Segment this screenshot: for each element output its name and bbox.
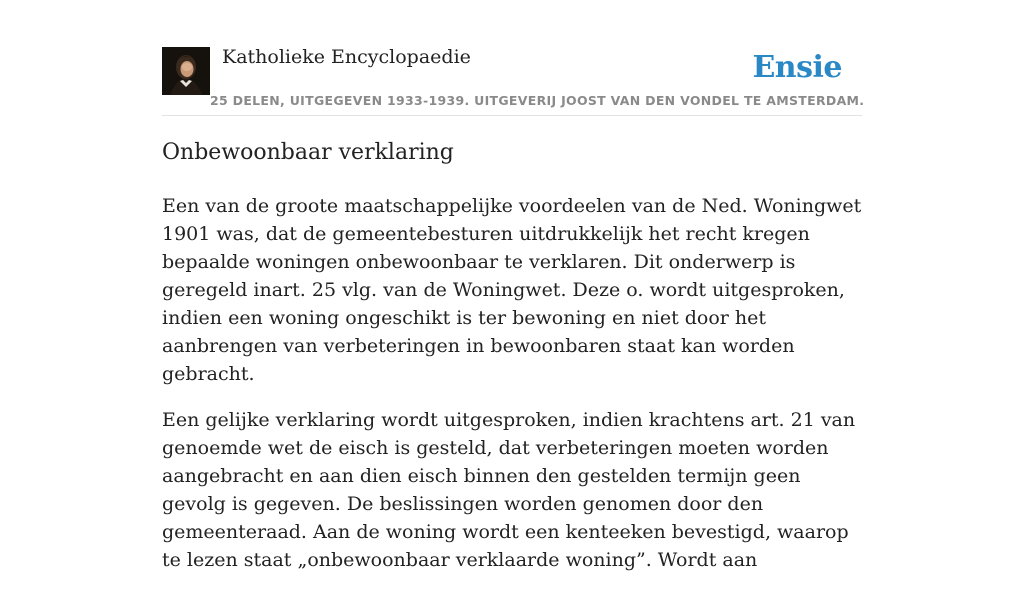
portrait-image: [162, 47, 210, 95]
article-paragraph: Een gelijke verklaring wordt uitgesproken, indien krachtens art. 21 van genoemde wet de eisch is gesteld, dat verbeteringen moeten worden aangebracht en aan dien eisch binnen den gestelden termijn geen gevolg is gegeven. De beslissingen worden genomen door den gemeenteraad. Aan de woning wordt een kenteeken bevestigd, waarop te lezen staat „onbewoonbaar verklaarde woning”. Wordt aan: [162, 409, 856, 571]
source-title[interactable]: Katholieke Encyclopaedie: [222, 46, 471, 68]
header-divider: [162, 115, 862, 116]
article-body: [162, 192, 866, 592]
source-header: [162, 46, 865, 116]
article-title: Onbewoonbaar verklaring: [162, 140, 454, 165]
source-meta: 25 DELEN, UITGEGEVEN 1933-1939. UITGEVERIJ JOOST VAN DEN VONDEL TE AMSTERDAM.: [210, 93, 865, 108]
source-avatar[interactable]: [162, 47, 210, 95]
article-paragraph: Een van de groote maatschappelijke voordeelen van de Ned. Woningwet 1901 was, dat de gemeentebesturen uitdrukkelijk het recht kregen bepaalde woningen onbewoonbaar te verklaren. Dit onderwerp is geregeld inart. 25 vlg. van de Woningwet. Deze o. wordt uitgesproken, indien een woning ongeschikt is ter bewoning en niet door het aanbrengen van verbeteringen in bewoonbaren staat kan worden gebracht.: [162, 195, 862, 385]
brand-logo[interactable]: Ensie: [752, 50, 842, 85]
